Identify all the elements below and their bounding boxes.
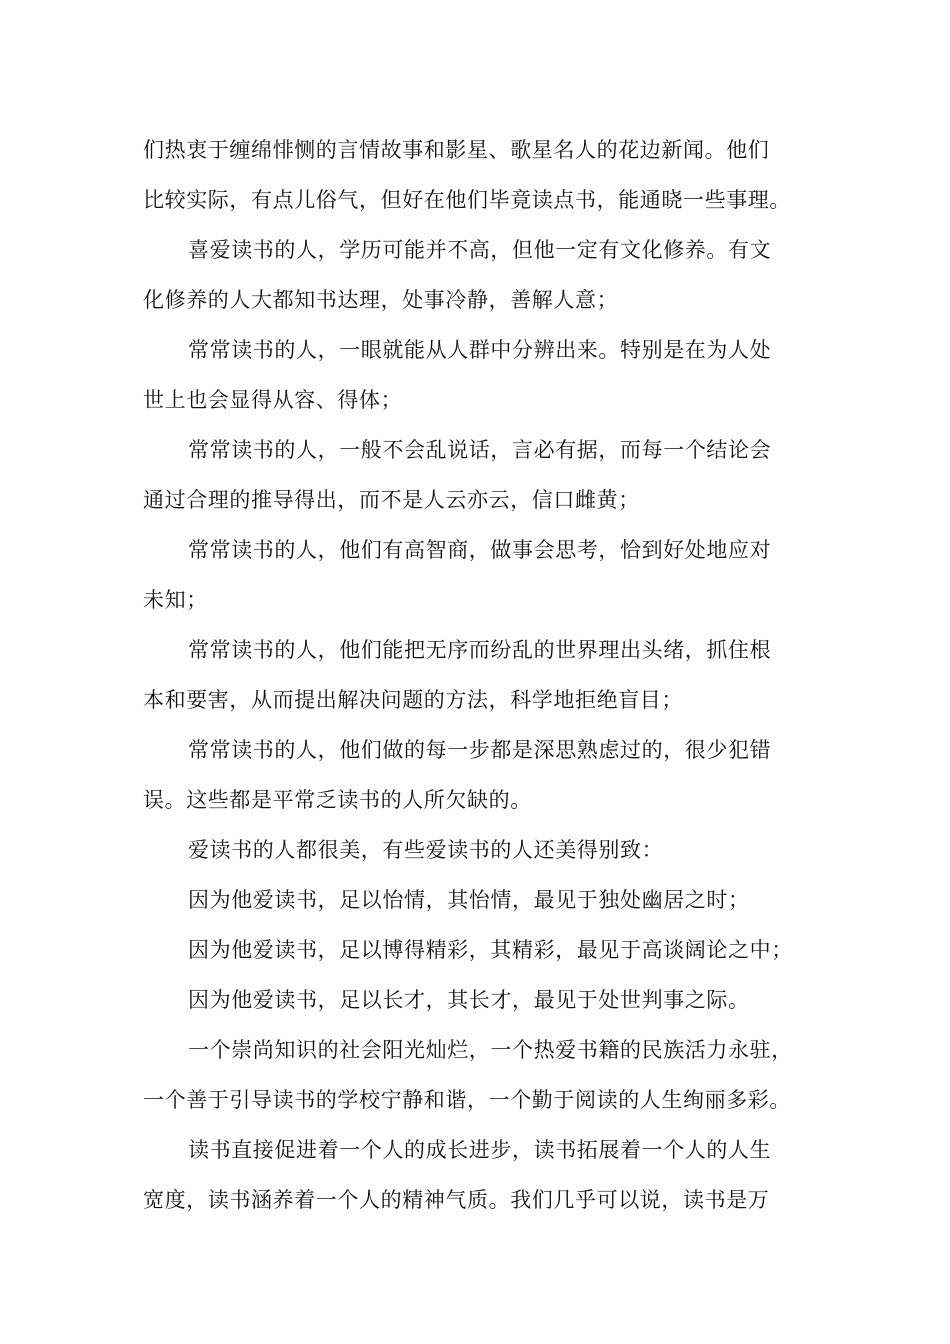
text-line: 因为他爱读书，足以长才，其长才，最见于处世判事之际。 — [188, 988, 750, 1012]
text-line: 宽度，读书涵养着一个人的精神气质。我们几乎可以说，读书是万 — [143, 1188, 770, 1212]
text-line: 们热衷于缠绵悱恻的言情故事和影星、歌星名人的花边新闻。他们 — [143, 138, 770, 162]
text-line: 常常读书的人，他们能把无序而纷乱的世界理出头绪，抓住根 — [188, 638, 772, 662]
text-line: 比较实际，有点儿俗气，但好在他们毕竟读点书，能通晓一些事理。 — [143, 188, 791, 212]
text-line: 爱读书的人都很美，有些爱读书的人还美得别致： — [188, 838, 664, 862]
text-line: 一个善于引导读书的学校宁静和谐，一个勤于阅读的人生绚丽多彩。 — [143, 1088, 791, 1112]
text-line: 本和要害，从而提出解决问题的方法，科学地拒绝盲目； — [143, 688, 683, 712]
text-line: 未知； — [143, 588, 208, 612]
text-line: 误。这些都是平常乏读书的人所欠缺的。 — [143, 788, 532, 812]
text-line: 常常读书的人，一眼就能从人群中分辨出来。特别是在为人处 — [188, 338, 772, 362]
text-line: 世上也会显得从容、得体； — [143, 388, 403, 412]
text-line: 因为他爱读书，足以怡情，其怡情，最见于独处幽居之时； — [188, 888, 750, 912]
text-line: 通过合理的推导得出，而不是人云亦云，信口雌黄； — [143, 488, 640, 512]
text-line: 常常读书的人，一般不会乱说话，言必有据，而每一个结论会 — [188, 438, 772, 462]
text-line: 化修养的人大都知书达理，处事冷静，善解人意； — [143, 288, 619, 312]
text-line: 因为他爱读书，足以博得精彩，其精彩，最见于高谈阔论之中； — [188, 938, 793, 962]
text-line: 喜爱读书的人，学历可能并不高，但他一定有文化修养。有文 — [188, 238, 772, 262]
text-line: 一个崇尚知识的社会阳光灿烂，一个热爱书籍的民族活力永驻， — [188, 1038, 793, 1062]
text-line: 常常读书的人，他们做的每一步都是深思熟虑过的，很少犯错 — [188, 738, 772, 762]
text-line: 常常读书的人，他们有高智商，做事会思考，恰到好处地应对 — [188, 538, 772, 562]
text-line: 读书直接促进着一个人的成长进步，读书拓展着一个人的人生 — [188, 1138, 772, 1162]
